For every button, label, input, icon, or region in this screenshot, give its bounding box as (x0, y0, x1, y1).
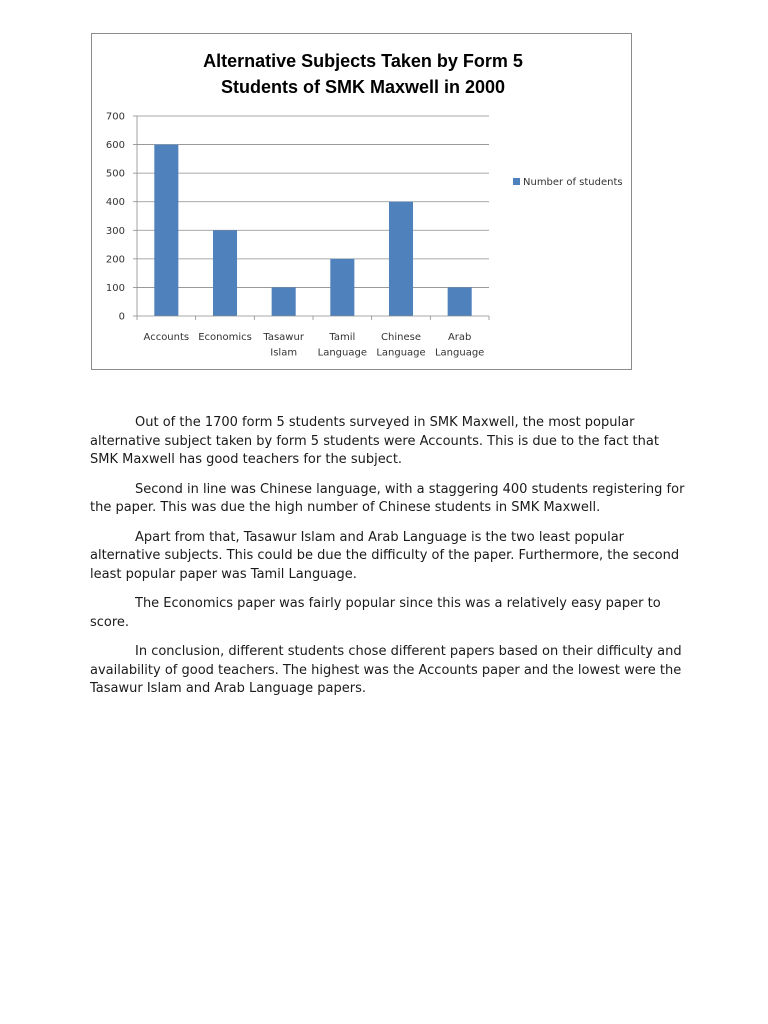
y-tick-label: 0 (118, 311, 125, 323)
report-text (90, 414, 690, 710)
paragraph-least-popular: Apart from that, Tasawur Islam and Arab Language is the two least popular alternative subjects. This could be due the difficulty of the paper. Furthermore, the second least popular paper was Tamil Language. (90, 529, 680, 582)
y-tick-label: 600 (105, 140, 125, 152)
x-tick-label: Tasawur (263, 332, 304, 343)
paragraph-conclusion: In conclusion, different students chose different papers based on their difficulty and availability of good teachers. The highest was the Accounts paper and the lowest were the Tasawur Islam and Arab Language papers. (90, 644, 682, 696)
y-tick-label: 300 (105, 225, 125, 237)
bar (448, 287, 472, 316)
y-tick-label: 700 (105, 111, 125, 123)
bar (389, 202, 413, 316)
y-tick-label: 400 (105, 197, 125, 209)
x-tick-label: Arab (447, 332, 472, 343)
chart-container (91, 33, 632, 370)
y-tick-label: 500 (105, 168, 125, 180)
x-tick-label: Accounts (143, 332, 190, 343)
legend-label: Number of students (523, 177, 623, 188)
x-tick-label: Language (376, 347, 426, 359)
paragraph-chinese-language: Second in line was Chinese language, with a staggering 400 students registering for the paper. This was due the high number of Chinese students in SMK Maxwell. (90, 481, 685, 515)
x-tick-label: Chinese (381, 332, 421, 343)
bar-chart (92, 34, 633, 371)
x-tick-label: Language (317, 347, 368, 359)
y-tick-label: 200 (105, 254, 125, 266)
x-tick-label: Tamil (329, 332, 356, 343)
bar (272, 287, 296, 316)
bar (154, 145, 178, 316)
paragraph-accounts: Out of the 1700 form 5 students surveyed in SMK Maxwell, the most popular alternative subject taken by form 5 students were Accounts. This is due to the fact that SMK Maxwell has good teachers for the subject. (90, 415, 659, 467)
y-tick-label: 100 (105, 282, 125, 294)
chart-title-line-2: Students of SMK Maxwell in 2000 (220, 77, 506, 97)
x-tick-label: Language (434, 347, 485, 359)
paragraph-economics: The Economics paper was fairly popular since this was a relatively easy paper to score. (90, 596, 661, 630)
bar (330, 259, 354, 316)
x-tick-label: Islam (270, 347, 298, 359)
x-tick-label: Economics (198, 332, 252, 343)
legend-swatch (513, 178, 520, 185)
bar (213, 230, 237, 316)
chart-title-line-1: Alternative Subjects Taken by Form 5 (203, 51, 523, 71)
